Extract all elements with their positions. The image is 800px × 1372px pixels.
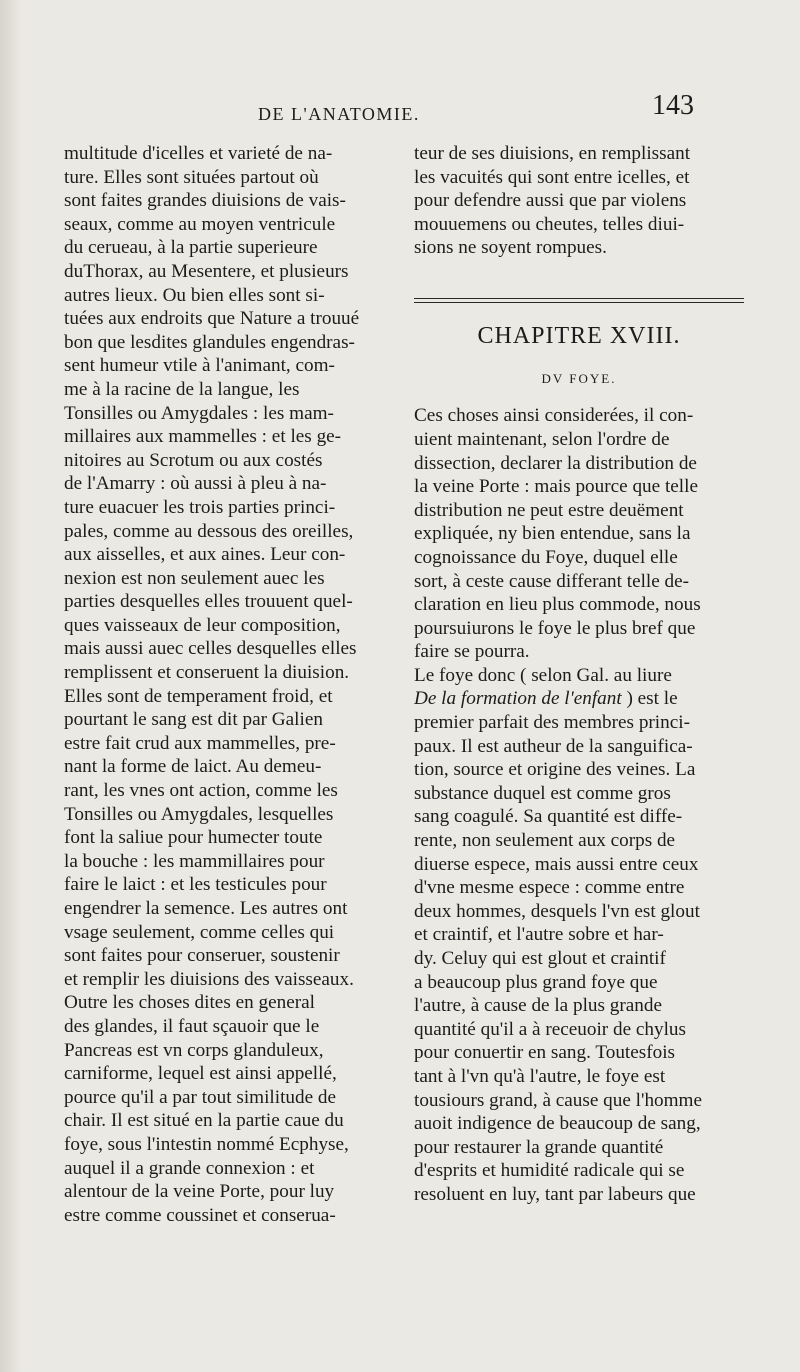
text-line: uient maintenant, selon l'ordre de xyxy=(414,428,670,450)
text-line: faire se pourra. xyxy=(414,641,530,663)
text-line: d'vne mesme espece : comme entre xyxy=(414,877,685,899)
text-line: mais aussi auec celles desquelles elles xyxy=(64,638,357,660)
text-line: tant à l'vn qu'à l'autre, le foye est xyxy=(414,1065,666,1087)
text-line: pour conuertir en sang. Toutesfois xyxy=(414,1042,676,1064)
page-gutter-shadow xyxy=(0,0,22,1372)
text-line: teur de ses diuisions, en remplissant xyxy=(414,143,691,164)
text-line: sont faites pour conseruer, soustenir xyxy=(64,945,340,967)
text-line: duThorax, au Mesentere, et plusieurs xyxy=(64,260,349,282)
text-line: sang coagulé. Sa quantité est diffe- xyxy=(414,806,683,828)
text-line: l'autre, à cause de la plus grande xyxy=(414,995,662,1017)
text-line: dy. Celuy qui est glout et craintif xyxy=(414,948,666,969)
text-line: estre comme coussinet et conserua- xyxy=(64,1204,336,1226)
text-line: poursuiurons le foye le plus bref que xyxy=(414,617,696,639)
text-line: estre fait crud aux mammelles, pre- xyxy=(64,732,336,754)
text-line: remplissent et conseruent la diuision. xyxy=(64,662,350,684)
text-line: seaux, comme au moyen ventricule xyxy=(64,213,336,235)
text-line: premier parfait des membres princi- xyxy=(414,712,690,734)
text-line: cognoissance du Foye, duquel elle xyxy=(414,546,678,568)
text-line: Pancreas est vn corps glanduleux, xyxy=(64,1039,324,1061)
text-line: font la saliue pour humecter toute xyxy=(64,827,323,849)
text-line: ture. Elles sont situées partout où xyxy=(64,166,319,188)
text-line: parties desquelles elles trouuent quel- xyxy=(64,591,353,613)
section-title: DV FOYE. xyxy=(541,370,617,386)
text-line: substance duquel est comme gros xyxy=(414,782,671,804)
text-line: distribution ne peut estre deuëment xyxy=(414,499,684,521)
page-number: 143 xyxy=(652,90,694,121)
text-line: et remplir les diuisions des vaisseaux. xyxy=(64,968,354,990)
text-line: tuées aux endroits que Nature a trouué xyxy=(64,308,360,330)
text-line: millaires aux mammelles : et les ge- xyxy=(64,426,342,448)
text-line: nexion est non seulement auec les xyxy=(64,567,325,589)
text-line: bon que lesdites glandules engendras- xyxy=(64,331,355,353)
text-line: chair. Il est situé en la partie caue du xyxy=(64,1110,344,1132)
text-fragment: ) est le xyxy=(626,688,678,710)
divider-rule xyxy=(414,302,744,303)
text-line: faire le laict : et les testicules pour xyxy=(64,874,327,896)
text-line: nant la forme de laict. Au demeu- xyxy=(64,756,322,778)
text-line: Tonsilles ou Amygdales, lesquelles xyxy=(64,803,334,825)
text-line: ture euacuer les trois parties princi- xyxy=(64,496,336,518)
text-line: vsage seulement, comme celles qui xyxy=(64,921,335,943)
book-title-italic: De la formation de l'enfant xyxy=(414,688,622,710)
text-line: deux hommes, desquels l'vn est glout xyxy=(414,900,700,922)
text-line: alentour de la veine Porte, pour luy xyxy=(64,1181,335,1203)
running-head: DE L'ANATOMIE. xyxy=(258,104,420,124)
chapter-body xyxy=(414,404,744,1206)
text-line: auoit indigence de beaucoup de sang, xyxy=(414,1113,701,1135)
text-line: Ces choses ainsi considerées, il con- xyxy=(414,405,694,427)
text-line: Elles sont de temperament froid, et xyxy=(64,685,333,707)
text-line: rente, non seulement aux corps de xyxy=(414,830,676,852)
text-line: rant, les vnes ont action, comme les xyxy=(64,780,338,802)
text-line: des glandes, il faut sçauoir que le xyxy=(64,1015,320,1037)
text-line: auquel il a grande connexion : et xyxy=(64,1157,315,1179)
text-line: de l'Amarry : où aussi à pleu à na- xyxy=(64,473,327,495)
text-line: carniforme, lequel est ainsi appellé, xyxy=(64,1063,337,1085)
right-column xyxy=(414,142,744,1207)
text-line: sont faites grandes diuisions de vais- xyxy=(64,190,346,212)
text-line: la veine Porte : mais pource que telle xyxy=(414,476,698,498)
text-line: sent humeur vtile à l'animant, com- xyxy=(64,355,335,377)
text-line: Tonsilles ou Amygdales : les mam- xyxy=(64,402,334,424)
text-line xyxy=(414,664,744,688)
text-fragment: Le foye donc ( selon Gal. au liure xyxy=(414,664,672,686)
text-line: d'esprits et humidité radicale qui se xyxy=(414,1160,685,1182)
chapter-title: CHAPITRE XVIII. xyxy=(477,323,681,350)
text-line: pour defendre aussi que par violens xyxy=(414,190,687,212)
text-line: tion, source et origine des veines. La xyxy=(414,759,696,781)
text-line: aux aisselles, et aux aines. Leur con- xyxy=(64,544,346,566)
chapter-divider xyxy=(414,298,744,303)
text-line xyxy=(414,687,744,711)
text-line: claration en lieu plus commode, nous xyxy=(414,594,701,616)
text-line: diuerse espece, mais aussi entre ceux xyxy=(414,853,699,875)
text-line: dissection, declarer la distribution de xyxy=(414,452,697,474)
text-line: a beaucoup plus grand foye que xyxy=(414,971,658,993)
text-line: et craintif, et l'autre sobre et har- xyxy=(414,924,664,946)
text-line: paux. Il est autheur de la sanguifica- xyxy=(414,735,693,757)
text-line: engendrer la semence. Les autres ont xyxy=(64,898,348,919)
text-line: me à la racine de la langue, les xyxy=(64,378,300,400)
text-line: pales, comme au dessous des oreilles, xyxy=(64,520,354,542)
text-line: pour restaurer la grande quantité xyxy=(414,1136,664,1158)
text-line: resoluent en luy, tant par labeurs que xyxy=(414,1183,696,1205)
text-line: la bouche : les mammillaires pour xyxy=(64,850,325,872)
text-line: autres lieux. Ou bien elles sont si- xyxy=(64,284,325,306)
text-line: Outre les choses dites en general xyxy=(64,992,315,1014)
text-line: pource qu'il a par tout similitude de xyxy=(64,1086,337,1108)
text-line: pourtant le sang est dit par Galien xyxy=(64,709,323,731)
text-line: expliquée, ny bien entendue, sans la xyxy=(414,523,691,545)
text-line: sions ne soyent rompues. xyxy=(414,237,607,259)
text-line: nitoires au Scrotum ou aux costés xyxy=(64,449,323,471)
text-line: du cerueau, à la partie superieure xyxy=(64,237,318,259)
text-line: tousiours grand, à cause que l'homme xyxy=(414,1089,702,1111)
text-line: mouuemens ou cheutes, telles diui- xyxy=(414,213,685,235)
text-line: les vacuités qui sont entre icelles, et xyxy=(414,166,690,188)
text-line: quantité qu'il a à receuoir de chylus xyxy=(414,1018,686,1040)
text-line: foye, sous l'intestin nommé Ecphyse, xyxy=(64,1133,349,1155)
text-line: ques vaisseaux de leur composition, xyxy=(64,614,341,636)
left-column xyxy=(64,142,384,1227)
text-line: sort, à ceste cause differant telle de- xyxy=(414,570,690,592)
text-line: multitude d'icelles et varieté de na- xyxy=(64,143,333,164)
divider-rule xyxy=(414,298,744,299)
